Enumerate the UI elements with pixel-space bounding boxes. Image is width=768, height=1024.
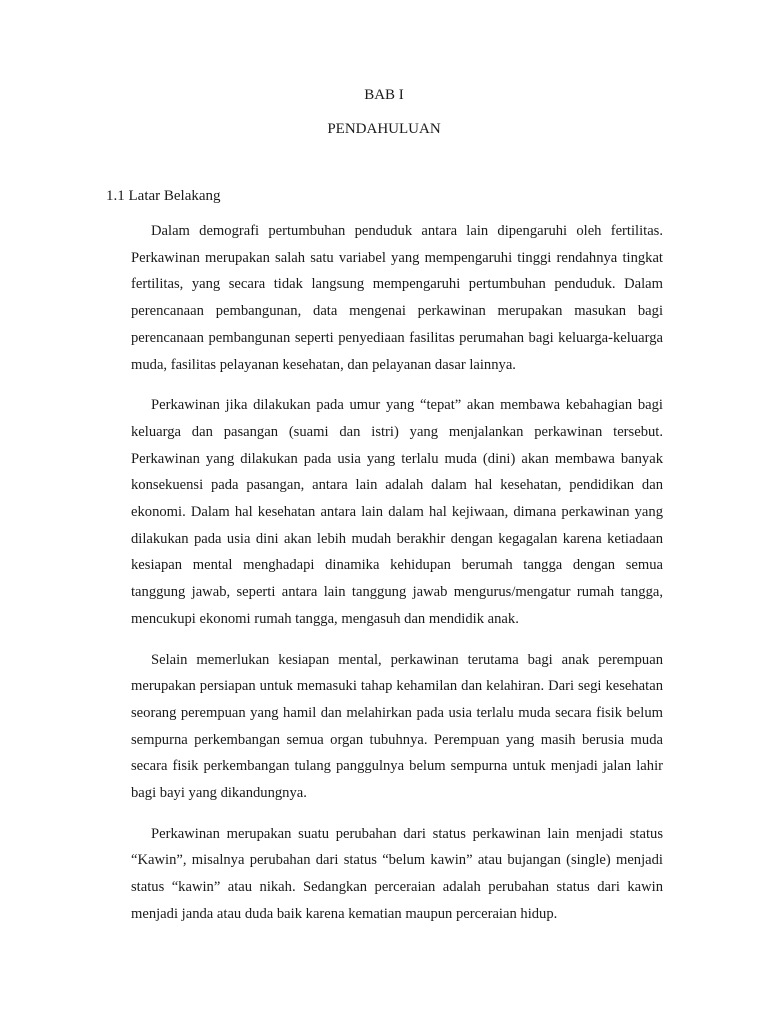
chapter-title: PENDAHULUAN bbox=[327, 121, 441, 137]
paragraph-2: Perkawinan jika dilakukan pada umur yang “tepat” akan membawa kebahagian bagi keluarga dan pasangan (suami dan istri) yang menjalankan perkawinan tersebut. Perkawinan yang dilakukan pada usia yang terlalu muda (dini) akan membawa banyak konsekuensi pada pasangan, antara lain adalah dalam hal kesehatan, pendidikan dan ekonomi. Dalam hal kesehatan antara lain dalam hal kejiwaan, dimana perkawinan yang dilakukan pada usia dini akan lebih mudah berakhir dengan kegagalan karena ketiadaan kesiapan mental menghadapi dinamika kehidupan berumah tangga dengan semua tanggung jawab, seperti antara lain tanggung jawab mengurus/mengatur rumah tangga, mencukupi ekonomi rumah tangga, mengasuh dan mendidik anak. bbox=[131, 397, 663, 627]
paragraph-4: Perkawinan merupakan suatu perubahan dari status perkawinan lain menjadi status “Kawin”, misalnya perubahan dari status “belum kawin” atau bujangan (single) menjadi status “kawin” atau nikah. Sedangkan perceraian adalah perubahan status dari kawin menjadi janda atau duda baik karena kematian maupun perceraian hidup. bbox=[131, 825, 663, 922]
paragraph-1: Dalam demografi pertumbuhan penduduk antara lain dipengaruhi oleh fertilitas. Perkawinan merupakan salah satu variabel yang mempengaruhi tinggi rendahnya tingkat fertilitas, yang secara tidak langsung mempengaruhi pertumbuhan penduduk. Dalam perencanaan pembangunan, data mengenai perkawinan merupakan masukan bagi perencanaan pembangunan seperti penyediaan fasilitas perumahan bagi keluarga-keluarga muda, fasilitas pelayanan kesehatan, dan pelayanan dasar lainnya. bbox=[131, 223, 663, 373]
chapter-number: BAB I bbox=[364, 87, 404, 103]
body-text bbox=[131, 218, 663, 942]
section-title: 1.1 Latar Belakang bbox=[106, 188, 221, 204]
paragraph-3: Selain memerlukan kesiapan mental, perkawinan terutama bagi anak perempuan merupakan persiapan untuk memasuki tahap kehamilan dan kelahiran. Dari segi kesehatan seorang perempuan yang hamil dan melahirkan pada usia terlalu muda secara fisik belum sempurna perkembangan semua organ tubuhnya. Perempuan yang masih berusia muda secara fisik perkembangan tulang panggulnya belum sempurna untuk menjadi jalan lahir bagi bayi yang dikandungnya. bbox=[131, 651, 663, 802]
